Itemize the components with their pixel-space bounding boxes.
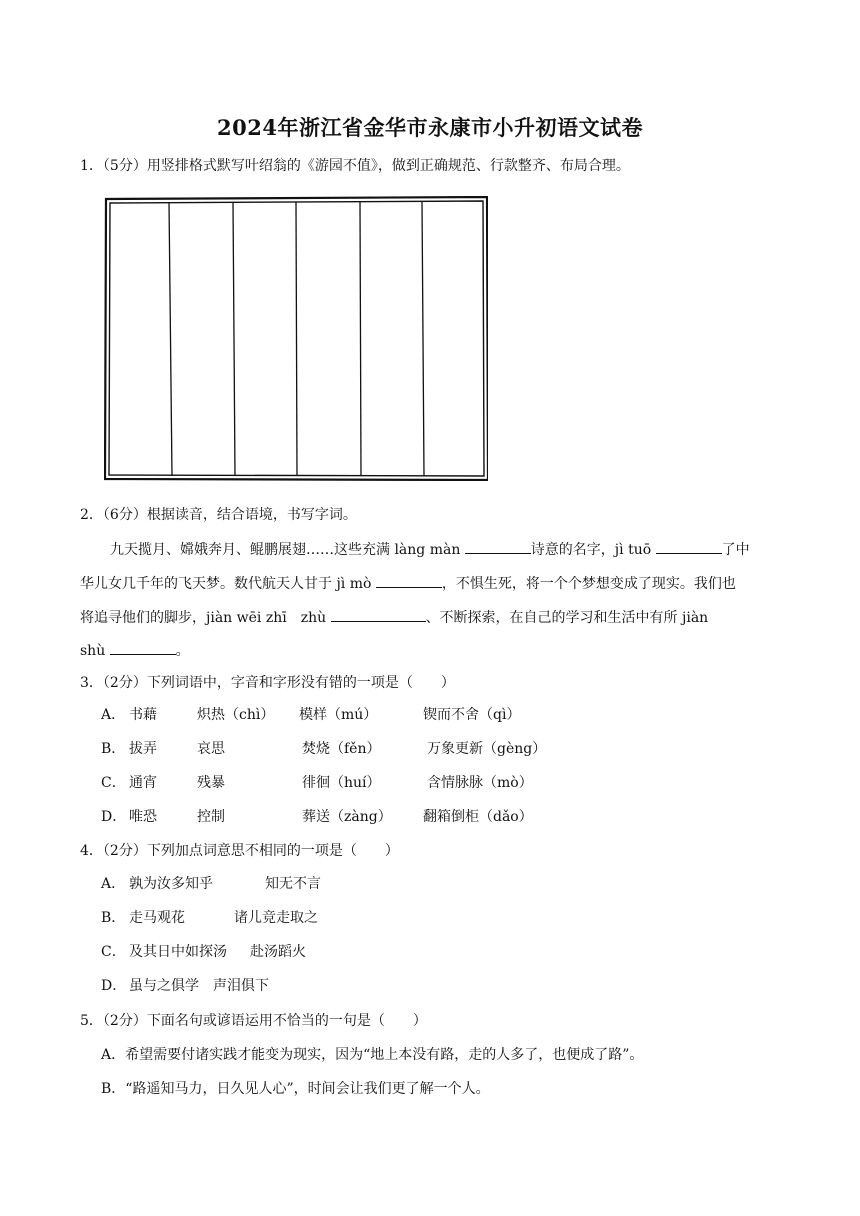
option-word: 翻箱倒柜（dǎo） <box>423 809 533 825</box>
option-d[interactable] <box>101 976 701 996</box>
option-word: 葬送（zàng） <box>302 809 392 825</box>
option-word: 焚烧（fěn） <box>302 741 381 757</box>
question-5 <box>80 1011 427 1031</box>
option-phrase: 走马观花 <box>129 910 185 926</box>
option-word: 唯恐 <box>129 809 157 825</box>
answer-blank[interactable] <box>331 607 426 622</box>
option-b[interactable] <box>101 739 701 759</box>
option-b[interactable] <box>101 1079 490 1099</box>
question-text: 用竖排格式默写叶绍翁的《游园不值》，做到正确规范、行款整齐、布局合理。 <box>146 158 630 174</box>
question-number: 1． <box>80 158 103 174</box>
option-a[interactable] <box>101 705 701 725</box>
option-label: A． <box>101 707 126 723</box>
option-phrase: 及其日中如探汤 <box>129 944 227 960</box>
q2-text: shù <box>80 643 110 659</box>
option-d[interactable] <box>101 807 701 827</box>
question-text: 下列词语中，字音和字形没有错的一项是（ ） <box>146 675 455 691</box>
option-word: 书藉 <box>129 707 157 723</box>
option-text: 希望需要付诸实践才能变为现实，因为“地上本没有路，走的人多了，也便成了路”。 <box>125 1047 644 1063</box>
option-phrase: 知无不言 <box>265 876 321 892</box>
question-text: 下面名句或谚语运用不恰当的一句是（ ） <box>146 1013 427 1029</box>
question-text: 根据读音，结合语境，书写字词。 <box>146 507 357 523</box>
question-text: 下列加点词意思不相同的一项是（ ） <box>146 843 399 859</box>
option-a[interactable] <box>101 874 701 894</box>
answer-blank[interactable] <box>376 573 442 588</box>
question-1 <box>80 156 630 176</box>
option-word: 控制 <box>197 809 225 825</box>
q2-text: 了中 <box>721 542 750 558</box>
option-a[interactable] <box>101 1045 643 1065</box>
option-label: D． <box>101 978 127 994</box>
question-score: （6分） <box>102 507 147 523</box>
q2-line-3 <box>80 607 708 628</box>
answer-blank[interactable] <box>656 539 722 554</box>
q2-text: 。 <box>175 643 190 659</box>
option-label: A． <box>101 1047 126 1063</box>
option-c[interactable] <box>101 942 701 962</box>
option-word: 万象更新（gèng） <box>427 741 547 757</box>
question-score: （2分） <box>102 1013 147 1029</box>
answer-blank[interactable] <box>110 640 176 655</box>
q2-text: 、不断探索，在自己的学习和生活中有所 jiàn <box>425 610 709 626</box>
option-word: 哀思 <box>197 741 225 757</box>
writing-grid[interactable] <box>104 196 488 481</box>
question-number: 2． <box>80 507 103 523</box>
option-word: 拔弄 <box>129 741 157 757</box>
option-label: B． <box>101 910 126 926</box>
q2-text: 诗意的名字，jì tuō <box>530 542 656 558</box>
question-number: 3． <box>80 675 103 691</box>
option-label: D． <box>101 809 127 825</box>
option-label: A． <box>101 876 126 892</box>
q2-text: ，不惧生死，将一个个梦想变成了现实。我们也 <box>441 576 736 592</box>
option-word: 炽热（chì） <box>197 707 275 723</box>
option-phrase: 诸儿竞走取之 <box>234 910 318 926</box>
option-word: 模样（mú） <box>299 707 378 723</box>
question-4 <box>80 841 399 861</box>
option-label: B． <box>101 741 126 757</box>
q2-line-4 <box>80 640 190 661</box>
q2-line-1 <box>110 539 750 560</box>
option-text: “路遥知马力，日久见人心”，时间会让我们更了解一个人。 <box>125 1081 490 1097</box>
q2-text: 华儿女几千年的飞天梦。数代航天人甘于 jì mò <box>80 576 376 592</box>
question-2 <box>80 505 357 525</box>
q2-text: 将追寻他们的脚步，jiàn wēi zhī zhù <box>80 610 331 626</box>
option-word: 通宵 <box>129 775 157 791</box>
answer-blank[interactable] <box>465 539 531 554</box>
q2-line-2 <box>80 573 736 594</box>
option-word: 残暴 <box>197 775 225 791</box>
option-word: 含情脉脉（mò） <box>427 775 533 791</box>
question-number: 4． <box>80 843 103 859</box>
option-phrase: 赴汤蹈火 <box>250 944 306 960</box>
option-phrase: 虽与之俱学 <box>129 978 199 994</box>
question-3 <box>80 673 455 693</box>
option-word: 锲而不舍（qì） <box>423 707 521 723</box>
question-score: （2分） <box>102 843 147 859</box>
question-score: （2分） <box>102 675 147 691</box>
option-label: C． <box>101 775 126 791</box>
q2-text: 九天揽月、嫦娥奔月、鲲鹏展翅……这些充满 làng màn <box>110 542 465 558</box>
option-b[interactable] <box>101 908 701 928</box>
option-word: 徘徊（huí） <box>302 775 381 791</box>
question-number: 5． <box>80 1013 103 1029</box>
option-phrase: 声泪俱下 <box>213 978 269 994</box>
exam-title: 2024年浙江省金华市永康市小升初语文试卷 <box>217 115 643 140</box>
option-label: C． <box>101 944 126 960</box>
question-score: （5分） <box>102 158 147 174</box>
option-c[interactable] <box>101 773 701 793</box>
option-phrase: 孰为汝多知乎 <box>129 876 213 892</box>
option-label: B． <box>101 1081 126 1097</box>
